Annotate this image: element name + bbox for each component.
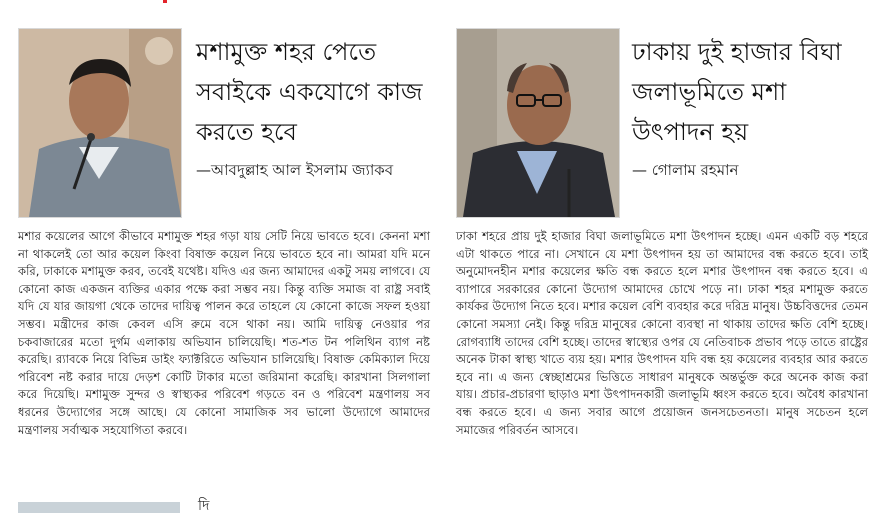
right-body-text: ঢাকা শহরে প্রায় দুই হাজার বিঘা জলাভূমিতে মশা উৎপাদন হচ্ছে। এমন একটি বড় শহরে এটা থাকতে পারে না। সেখানে যে মশা উৎপাদন হয় তা আমাদের বন্ধ করতে হবে। তাই অনুমোদনহীন মশার কয়েলের ক্ষতি বন্ধ করতে হলে মশার উৎপাদন বন্ধ করতে হবে। এ ব্যাপারে সরকারের কোনো উদ্যোগ আমাদের চোখে পড়ে না। ঢাকা শহর মশামুক্ত করতে কার্যকর উদ্যোগ নিতে হবে। মশার কয়েল বেশি ব্যবহার করে দরিদ্র মানুষ। উচ্চবিত্তদের তেমন কোনো সমস্যা নেই। কিন্তু দরিদ্র মানুষের কোনো ব্যবস্থা না থাকায় তাদের ক্ষতি বেশি হচ্ছে। রোগব্যাধি তাদের বেশি হচ্ছে। তাদের স্বাস্থ্যের ওপর যে নেতিবাচক প্রভাব পড়ে তাতে রাষ্ট্রের অনেক টাকা স্বাস্থ্য খাতে ব্যয় হয়। মশার উৎপাদন যদি বন্ধ হয় কয়েলের ব্যবহার আর করতে হবে না। এ জন্য স্বেচ্ছাশ্রমের ভিত্তিতে সাধারণ মানুষকে অন্তর্ভুক্ত করে অনেক কাজ করা যায়। প্রচার-প্রচারণা ছাড়াও মশা উৎপাদনকারী জলাভূমি ধ্বংস করতে হবে। অবৈধ কারখানা বন্ধ করতে হবে। এ জন্য সবার আগে প্রয়োজন জনসচেতনতা। মানুষ সচেতন হলে সমাজের পরিবর্তন আসবে। xyxy=(456,229,868,437)
top-accent-mark xyxy=(163,0,167,3)
right-headline: ঢাকায় দুই হাজার বিঘা জলাভূমিতে মশা উৎপাদন হয় xyxy=(632,38,842,146)
next-article-photo-edge xyxy=(18,502,180,513)
right-byline: — গোলাম রহমান xyxy=(632,161,739,179)
left-headline: মশামুক্ত শহর পেতে সবাইকে একযোগে কাজ করতে হবে xyxy=(196,38,423,146)
left-portrait-photo xyxy=(18,28,182,218)
left-byline: —আবদুল্লাহ আল ইসলাম জ্যাকব xyxy=(196,161,394,179)
left-body-text: মশার কয়েলের আগে কীভাবে মশামুক্ত শহর গড়া যায় সেটি নিয়ে ভাবতে হবে। কেননা মশা না থাকলেই তো আর কয়েল কিংবা বিষাক্ত কয়েল নিয়ে ভাবতে হবে না। আমরা যদি মনে করি, ঢাকাকে মশামুক্ত করব, তবেই যথেষ্ট। যদিও এর জন্য আমাদের একটু সময় লাগবে। যে কোনো কাজ একজন ব্যক্তির একার পক্ষে করা সম্ভব নয়। কিন্তু ব্যক্তি সমাজ বা রাষ্ট্র সবাই যদি যে যার জায়গা থেকে তাদের দায়িত্ব পালন করে তাহলে যে কোনো কাজে সফল হওয়া সম্ভব। মন্ত্রীদের কাজ কেবল এসি রুমে বসে থাকা নয়। আমি দায়িত্ব নেওয়ার পর চকবাজারের মতো দুর্গম এলাকায় অভিযান চালিয়েছি। শত-শত টন পলিথিন ব্যাগ নষ্ট করেছি। র‌্যাবকে নিয়ে বিভিন্ন ডাইং ফ্যাক্টরিতে অভিযান চালিয়েছি। বিষাক্ত কেমিক্যাল দিয়ে পরিবেশ নষ্ট করার দায়ে দেড়শ কোটি টাকার মতো জরিমানা করেছি। কারখানা সিলগালা করে দিয়েছি। মশামুক্ত সুন্দর ও স্বাস্থ্যকর পরিবেশ গড়তে বন ও পরিবেশ মন্ত্রণালয় সব ধরনের উদ্যোগের সঙ্গে আছে। যে কোনো সামাজিক সব ভালো উদ্যোগে আমাদের মন্ত্রণালয় সর্বাত্মক সহযোগিতা করবে। xyxy=(18,229,430,437)
right-portrait-photo xyxy=(456,28,620,218)
next-article-headline-fragment: দি xyxy=(198,498,210,514)
portrait-illustration-left xyxy=(19,29,181,217)
portrait-illustration-right xyxy=(457,29,619,217)
